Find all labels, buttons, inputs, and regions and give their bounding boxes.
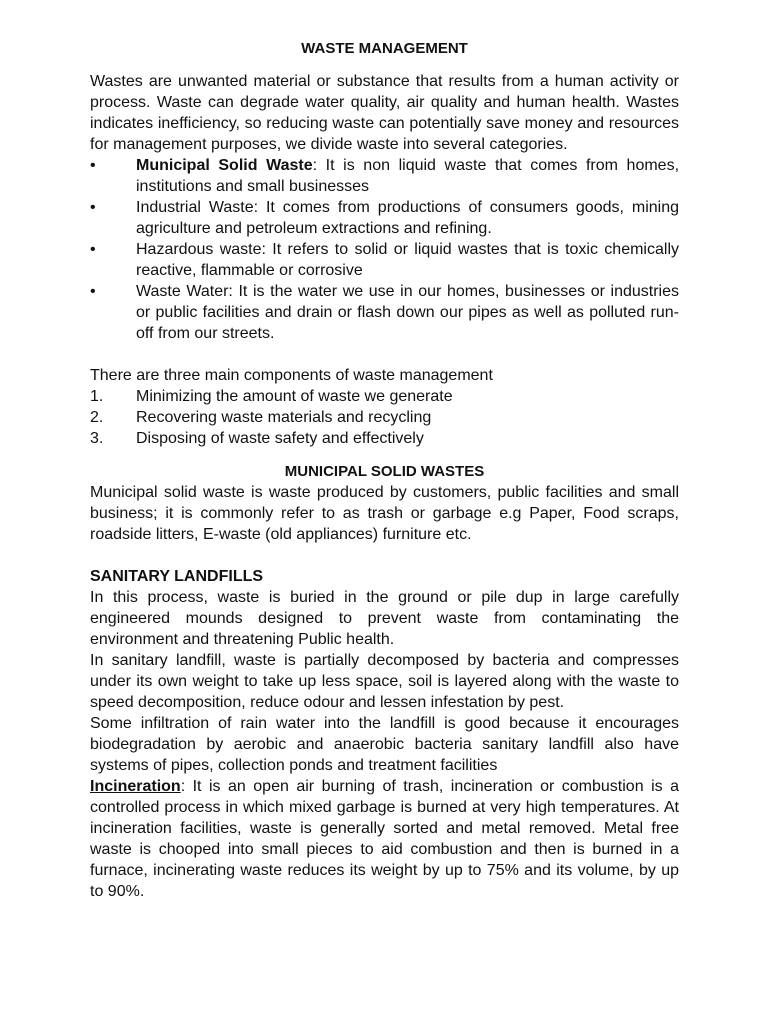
bullet-marker: • bbox=[90, 199, 96, 216]
spacer bbox=[90, 449, 679, 461]
list-item bbox=[90, 407, 679, 428]
list-number: 1. bbox=[90, 388, 104, 405]
waste-categories-list bbox=[90, 155, 679, 344]
category-text: : It is non liquid waste that comes from homes, institutions and small businesses bbox=[136, 157, 680, 195]
document-page bbox=[90, 38, 679, 902]
msw-paragraph: Municipal solid waste is waste produced by customers, public facilities and small business; it is commonly refer to as trash or garbage e.g Paper, Food scraps, roadside litters, E-waste (old appliances) furniture etc. bbox=[90, 484, 679, 543]
category-label: Municipal Solid Waste bbox=[136, 157, 313, 174]
section-heading-msw: MUNICIPAL SOLID WASTES bbox=[284, 463, 485, 480]
incineration-label: Incineration bbox=[90, 778, 181, 795]
spacer bbox=[90, 545, 679, 566]
list-item-text: Minimizing the amount of waste we generate bbox=[136, 388, 453, 405]
bullet-marker: • bbox=[90, 283, 96, 300]
list-item bbox=[90, 197, 679, 239]
list-item-text: Recovering waste materials and recycling bbox=[136, 409, 432, 426]
spacer bbox=[90, 344, 679, 365]
landfill-paragraph: Some infiltration of rain water into the landfill is good because it encourages biodegradation by aerobic and anaerobic bacteria sanitary landfill also have systems of pipes, collection ponds and treatment facilities bbox=[90, 715, 679, 774]
components-intro: There are three main components of waste management bbox=[90, 367, 493, 384]
bullet-marker: • bbox=[90, 241, 96, 258]
incineration-paragraph bbox=[90, 776, 679, 902]
incineration-text: : It is an open air burning of trash, incineration or combustion is a controlled process in which mixed garbage is burned at very high temperatures. At incineration facilities, waste is generally sorted and metal removed. Metal free waste is chooped into small pieces to aid combustion and then is burned in a furnace, incinerating waste reduces its weight by up to 75% and its volume, by up to 90%. bbox=[90, 778, 679, 900]
list-item bbox=[90, 428, 679, 449]
list-item bbox=[90, 239, 679, 281]
list-item-text bbox=[136, 155, 679, 197]
landfill-paragraph: In this process, waste is buried in the ground or pile dup in large carefully engineered mounds designed to prevent waste from contaminating the environment and threatening Public health. bbox=[90, 589, 679, 648]
list-item bbox=[90, 155, 679, 197]
list-number: 2. bbox=[90, 409, 104, 426]
list-item-text: Disposing of waste safety and effectively bbox=[136, 430, 424, 447]
category-text: Waste Water: It is the water we use in our homes, businesses or industries or public facilities and drain or flash down our pipes as well as polluted run-off from our streets. bbox=[136, 283, 679, 342]
list-item bbox=[90, 386, 679, 407]
section-heading-landfills: SANITARY LANDFILLS bbox=[90, 568, 264, 585]
category-text: Industrial Waste: It comes from productions of consumers goods, mining agriculture and petroleum extractions and refining. bbox=[136, 199, 679, 237]
list-item bbox=[90, 281, 679, 344]
bullet-marker: • bbox=[90, 157, 96, 174]
intro-paragraph: Wastes are unwanted material or substance that results from a human activity or process. Waste can degrade water quality, air quality and human health. Wastes indicates inefficiency, so reducing waste can potentially save money and resources for management purposes, we divide waste into several categories. bbox=[90, 73, 679, 153]
page-title: WASTE MANAGEMENT bbox=[301, 40, 468, 57]
category-text: Hazardous waste: It refers to solid or liquid wastes that is toxic chemically reactive, flammable or corrosive bbox=[136, 241, 679, 279]
landfill-paragraph: In sanitary landfill, waste is partially decomposed by bacteria and compresses under its own weight to take up less space, soil is layered along with the waste to speed decomposition, reduce odour and lessen infestation by pest. bbox=[90, 652, 679, 711]
list-number: 3. bbox=[90, 430, 104, 447]
components-list bbox=[90, 386, 679, 449]
